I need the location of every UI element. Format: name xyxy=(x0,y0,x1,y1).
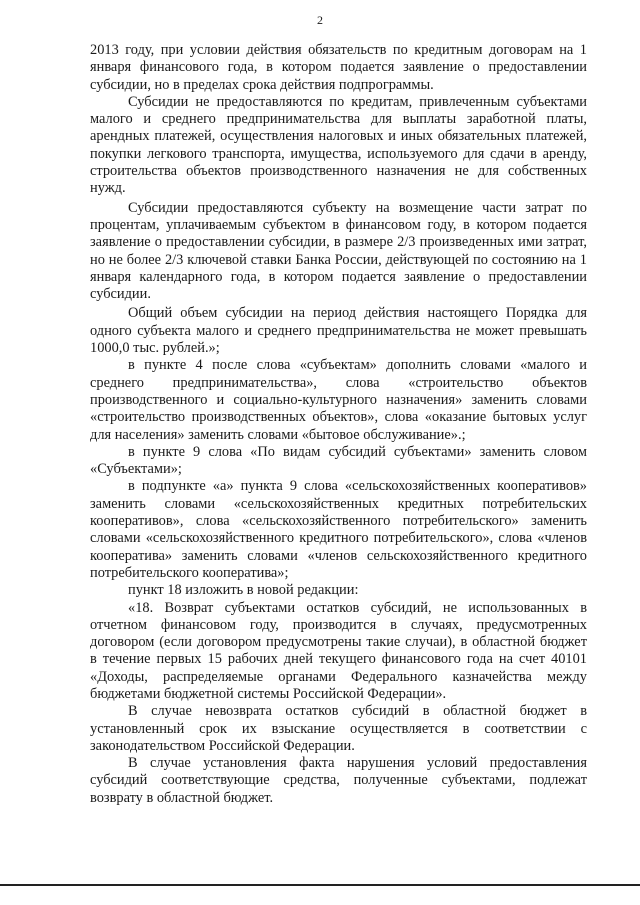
paragraph-10: В случае невозврата остатков субсидий в областной бюджет в установленный срок их взыскание осуществляется в соответствии с законодательством Российской Федерации. xyxy=(90,703,587,754)
paragraph-9: «18. Возврат субъектами остатков субсидий, не использованных в отчетном финансовом году, производится в случаях, предусмотренных договором (если договором предусмотрены такие случаи), в областной бюджет в течение первых 15 рабочих дней текущего финансового года на счет 40101 «Доходы, распределяемые органами Федерального казначейства между бюджетами бюджетной системы Российской Федерации». xyxy=(90,599,587,702)
document-body xyxy=(90,42,587,807)
page-number: 2 xyxy=(317,13,323,27)
paragraph-3: Субсидии предоставляются субъекту на возмещение части затрат по процентам, уплачиваемым субъектом в финансовом году, в котором подается заявление о предоставлении субсидии, в размере 2/3 произведенных ими затрат, но не более 2/3 ключевой ставки Банка России, действующей по состоянию на 1 января календарного года, в котором подается заявление о предоставлении субсидии. xyxy=(90,199,587,303)
paragraph-2: Субсидии не предоставляются по кредитам, привлеченным субъектами малого и среднего предпринимательства для выплаты заработной платы, арендных платежей, осуществления налоговых и иных обязательных платежей, покупки легкового транспорта, имущества, используемого для сдачи в аренду, строительства объектов производственного назначения не для собственных нужд. xyxy=(90,93,587,197)
paragraph-11: В случае установления факта нарушения условий предоставления субсидий соответствующие средства, полученные субъектами, подлежат возврату в областной бюджет. xyxy=(90,755,587,806)
paragraph-4: Общий объем субсидии на период действия настоящего Порядка для одного субъекта малого и среднего предпринимательства не может превышать 1000,0 тыс. рублей.»; xyxy=(90,305,587,357)
paragraph-7: в подпункте «а» пункта 9 слова «сельскохозяйственных кооперативов» заменить словами «сельскохозяйственных кредитных потребительских кооперативов», слова «сельскохозяйственного потребительского» заменить словами «сельскохозяйственного кредитного потребительского», слова «членов кооператива» заменить словами «членов сельскохозяйственного кредитного потребительского кооператива»; xyxy=(90,478,587,581)
paragraph-8: пункт 18 изложить в новой редакции: xyxy=(128,582,359,599)
paragraph-1: 2013 году, при условии действия обязательств по кредитным договорам на 1 января финансового года, в котором подается заявление о предоставлении субсидии, но в пределах срока действия подпрограммы. xyxy=(90,42,587,93)
page-bottom-rule xyxy=(0,884,640,886)
paragraph-5: в пункте 4 после слова «субъектам» дополнить словами «малого и среднего предпринимательства», слова «строительство объектов производственного и социально-культурного назначения» заменить словами «строительство производственных объектов», слова «оказание бытовых услуг для населения» заменить словами «бытовое обслуживание».; xyxy=(90,357,587,443)
paragraph-6: в пункте 9 слова «По видам субсидий субъектами» заменить словом «Субъектами»; xyxy=(90,443,587,478)
